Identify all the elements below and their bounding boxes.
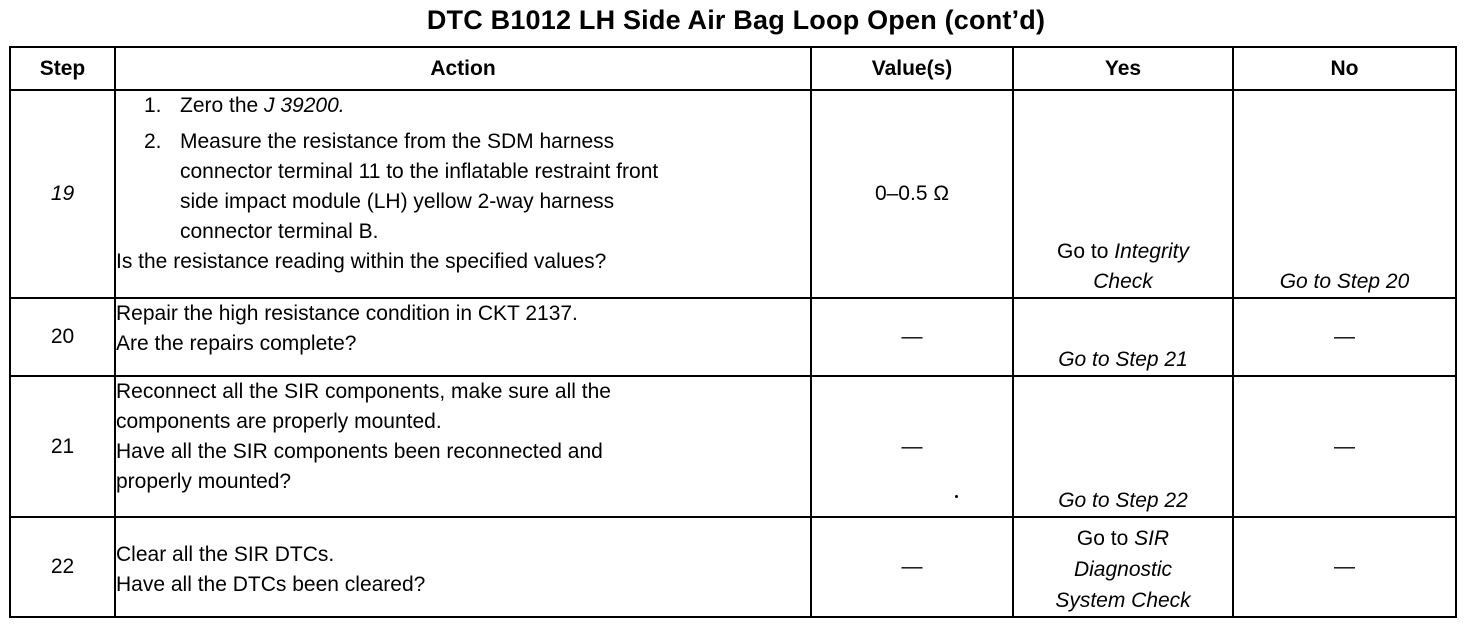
- action-question: Are the repairs complete?: [116, 332, 357, 355]
- step-number: 21: [10, 376, 115, 517]
- no-cell: —: [1233, 376, 1456, 517]
- header-values: Value(s): [811, 47, 1013, 90]
- header-action: Action: [115, 47, 811, 90]
- header-no: No: [1233, 47, 1456, 90]
- action-question: Is the resistance reading within the specified values?: [116, 250, 607, 273]
- yes-link[interactable]: Check: [1093, 270, 1153, 293]
- action-cell: 1. Zero the J 39200. 2. Measure the resistance from the SDM harness connector terminal 11 to the inflatable restraint front side impact module (LH) yellow 2-way harness connector terminal B. Is the resistance reading within the specified values?: [115, 90, 811, 298]
- yes-cell: Go to Integrity Check: [1013, 90, 1233, 298]
- action-question: properly mounted?: [116, 470, 292, 493]
- value-cell: 0–0.5 Ω: [811, 90, 1013, 298]
- yes-link[interactable]: Diagnostic: [1073, 558, 1173, 581]
- action-item: 1. Zero the J 39200.: [144, 94, 345, 117]
- action-question: Have all the DTCs been cleared?: [116, 573, 426, 596]
- step-number: 22: [10, 517, 115, 617]
- page-title: DTC B1012 LH Side Air Bag Loop Open (cont’d): [426, 5, 1046, 35]
- yes-cell: Go to SIR Diagnostic System Check: [1013, 517, 1233, 617]
- step-number: 20: [10, 298, 115, 376]
- value-cell: —: [811, 376, 1013, 517]
- yes-link[interactable]: SIR: [1134, 527, 1170, 550]
- yes-link[interactable]: Go to Step 22: [1058, 489, 1188, 512]
- no-cell: [1233, 90, 1456, 298]
- header-step: Step: [10, 47, 115, 90]
- action-cell: Reconnect all the SIR components, make sure all the components are properly mounted. Have all the SIR components been reconnected and properly mounted?: [115, 376, 811, 517]
- header-yes: Yes: [1013, 47, 1233, 90]
- scan-speck: [955, 495, 958, 498]
- table-row: [10, 298, 1456, 376]
- table-header-row: [10, 47, 1456, 90]
- table-row: [10, 90, 1456, 298]
- yes-cell: [1013, 298, 1233, 376]
- table-row: [10, 376, 1456, 517]
- no-cell: —: [1233, 517, 1456, 617]
- diagnostic-table: [9, 46, 1457, 618]
- yes-link[interactable]: System Check: [1055, 589, 1191, 612]
- value-cell: —: [811, 298, 1013, 376]
- yes-link[interactable]: Integrity: [1114, 240, 1189, 263]
- yes-link[interactable]: Go to Step 21: [1058, 348, 1188, 371]
- no-link[interactable]: Go to Step 20: [1279, 270, 1410, 293]
- value-cell: —: [811, 517, 1013, 617]
- action-question: Have all the SIR components been reconnected and: [116, 440, 603, 463]
- step-number: 19: [10, 90, 115, 298]
- action-item: 2. Measure the resistance from the SDM harness: [144, 130, 615, 153]
- yes-cell: [1013, 376, 1233, 517]
- table-row: [10, 517, 1456, 617]
- action-cell: Clear all the SIR DTCs. Have all the DTCs been cleared?: [115, 517, 811, 617]
- tool-reference: J 39200.: [264, 94, 345, 117]
- no-cell: —: [1233, 298, 1456, 376]
- action-cell: Repair the high resistance condition in CKT 2137. Are the repairs complete?: [115, 298, 811, 376]
